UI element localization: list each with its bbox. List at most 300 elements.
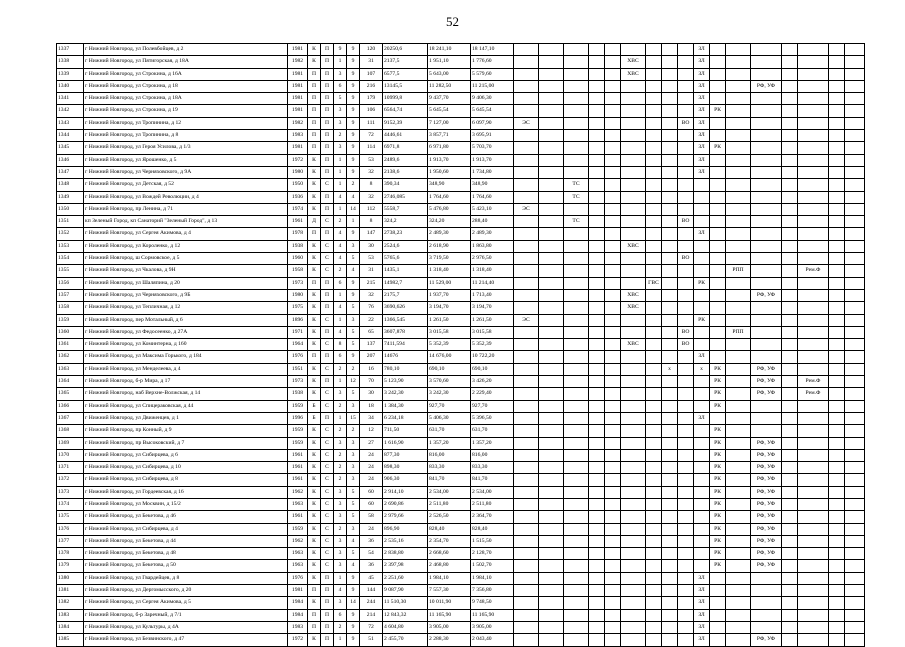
table-row <box>57 68 865 80</box>
table-cell: 3 <box>334 498 347 510</box>
table-cell <box>829 548 845 560</box>
table-cell: ЗЛ <box>694 597 710 609</box>
table-cell <box>845 462 865 474</box>
table-cell <box>782 142 798 154</box>
table-cell <box>662 142 678 154</box>
table-cell <box>514 425 539 437</box>
table-cell <box>678 93 694 105</box>
table-cell <box>621 511 646 523</box>
table-cell: ВО <box>678 117 694 129</box>
table-cell: 2738,23 <box>383 228 428 240</box>
table-cell <box>662 351 678 363</box>
table-cell <box>514 621 539 633</box>
table-cell <box>710 351 726 363</box>
table-cell <box>605 314 621 326</box>
address-cell: г Нижний Новгород, ул Шаляпина, д 20 <box>84 277 288 289</box>
table-cell <box>514 105 539 117</box>
table-cell: 2 534,00 <box>428 486 471 498</box>
table-cell <box>798 203 829 215</box>
table-row <box>57 179 865 191</box>
table-cell: 1 357,20 <box>471 437 514 449</box>
address-cell: г Нижний Новгород, ул Строкина, д 18А <box>84 93 288 105</box>
table-cell: 9 <box>347 289 360 301</box>
table-row <box>57 425 865 437</box>
table-cell: 1980 <box>288 166 308 178</box>
table-cell: 1950 <box>288 179 308 191</box>
row-number-cell: 1361 <box>57 339 84 351</box>
table-cell: 1896 <box>288 314 308 326</box>
table-cell <box>564 597 589 609</box>
table-cell <box>829 277 845 289</box>
address-cell: г Нижний Новгород, ул Спицераковская, д 44 <box>84 400 288 412</box>
table-cell: К <box>308 240 321 252</box>
table-cell: 833,30 <box>428 462 471 474</box>
table-cell <box>539 474 564 486</box>
address-cell: г Нижний Новгород, ул Строкина, д 19 <box>84 105 288 117</box>
table-cell <box>605 498 621 510</box>
table-cell <box>539 166 564 178</box>
table-cell: П <box>321 326 334 338</box>
table-cell: 1 318,40 <box>471 265 514 277</box>
table-cell <box>710 93 726 105</box>
table-cell: 24 <box>360 523 383 535</box>
row-number-cell: 1345 <box>57 142 84 154</box>
table-cell: К <box>308 437 321 449</box>
table-cell <box>726 585 751 597</box>
table-cell: ЗЛ <box>694 154 710 166</box>
table-cell: К <box>308 191 321 203</box>
table-cell: П <box>321 634 334 646</box>
table-cell: РК <box>710 548 726 560</box>
table-row <box>57 449 865 461</box>
table-cell <box>694 216 710 228</box>
table-cell <box>621 462 646 474</box>
table-cell <box>514 154 539 166</box>
table-cell <box>564 68 589 80</box>
table-cell <box>829 68 845 80</box>
table-cell <box>646 203 662 215</box>
table-cell <box>845 585 865 597</box>
table-cell <box>782 326 798 338</box>
table-cell <box>564 351 589 363</box>
table-cell <box>539 609 564 621</box>
table-cell <box>646 376 662 388</box>
table-cell: 2 354,70 <box>428 535 471 547</box>
row-number-cell: 1363 <box>57 363 84 375</box>
address-cell: г Нижний Новгород, ул Ярошенко, д 5 <box>84 154 288 166</box>
table-cell <box>646 228 662 240</box>
table-cell <box>751 142 782 154</box>
table-cell <box>845 265 865 277</box>
address-cell: г Нижний Новгород, ул Сергея Акимова, д 4 <box>84 228 288 240</box>
table-cell: ЗЛ <box>694 44 710 56</box>
table-cell: 2 535,16 <box>383 535 428 547</box>
table-cell <box>589 240 605 252</box>
table-cell <box>782 449 798 461</box>
table-cell: 4 <box>347 191 360 203</box>
table-cell: 2 <box>334 130 347 142</box>
table-cell <box>646 191 662 203</box>
table-cell: 7 356,80 <box>471 585 514 597</box>
table-cell: 2 <box>334 363 347 375</box>
table-cell <box>678 166 694 178</box>
table-cell <box>589 203 605 215</box>
table-cell: 106 <box>360 105 383 117</box>
table-cell: П <box>321 142 334 154</box>
table-cell: 3 857,71 <box>428 130 471 142</box>
table-cell <box>621 314 646 326</box>
table-cell: К <box>308 289 321 301</box>
table-cell <box>782 560 798 572</box>
table-cell <box>710 68 726 80</box>
table-cell <box>710 314 726 326</box>
table-cell: 15 <box>347 412 360 424</box>
table-row <box>57 511 865 523</box>
table-cell <box>646 240 662 252</box>
table-cell <box>694 302 710 314</box>
table-cell: 11 165,90 <box>471 609 514 621</box>
address-cell: г Нижний Новгород, ул Тропинина, д 12 <box>84 117 288 129</box>
table-cell <box>678 523 694 535</box>
table-cell: 1981 <box>288 585 308 597</box>
table-cell <box>726 44 751 56</box>
table-cell: 6 971,80 <box>428 142 471 154</box>
table-cell <box>726 130 751 142</box>
table-cell: 1951 <box>288 363 308 375</box>
table-cell <box>514 56 539 68</box>
table-cell: ХВС <box>621 56 646 68</box>
table-cell: 1961 <box>288 474 308 486</box>
table-cell <box>621 117 646 129</box>
table-cell: 5 406,30 <box>428 412 471 424</box>
table-cell <box>782 191 798 203</box>
table-cell: ТС <box>564 216 589 228</box>
table-cell: 3 <box>334 437 347 449</box>
table-cell <box>678 400 694 412</box>
table-cell <box>539 68 564 80</box>
table-row <box>57 523 865 535</box>
table-cell <box>726 216 751 228</box>
row-number-cell: 1350 <box>57 203 84 215</box>
table-cell <box>751 326 782 338</box>
table-cell: 1958 <box>288 265 308 277</box>
table-cell: 1 <box>334 314 347 326</box>
table-cell <box>782 80 798 92</box>
table-cell <box>662 548 678 560</box>
table-cell <box>751 105 782 117</box>
table-cell <box>514 486 539 498</box>
address-cell: г Нижний Новгород, ул Гвардейцев, д 8 <box>84 572 288 584</box>
row-number-cell: 1338 <box>57 56 84 68</box>
table-cell <box>621 535 646 547</box>
table-cell <box>514 523 539 535</box>
table-cell <box>662 462 678 474</box>
table-cell: П <box>321 277 334 289</box>
table-cell: К <box>308 511 321 523</box>
table-cell: 3 194,70 <box>428 302 471 314</box>
table-cell <box>782 462 798 474</box>
table-cell: 1963 <box>288 548 308 560</box>
table-cell: 1962 <box>288 486 308 498</box>
table-cell <box>605 425 621 437</box>
table-cell <box>589 535 605 547</box>
table-cell: 32 <box>360 289 383 301</box>
table-cell: К <box>308 314 321 326</box>
table-cell <box>514 376 539 388</box>
table-cell: С <box>321 437 334 449</box>
table-cell <box>751 609 782 621</box>
table-cell <box>589 142 605 154</box>
table-cell <box>710 609 726 621</box>
table-cell <box>798 609 829 621</box>
table-cell <box>798 302 829 314</box>
table-cell: 2 979,66 <box>383 511 428 523</box>
table-cell: 1 913,70 <box>428 154 471 166</box>
table-cell: 2489,6 <box>383 154 428 166</box>
table-cell: 14 <box>347 597 360 609</box>
table-cell: 1 984,10 <box>428 572 471 584</box>
table-cell <box>646 216 662 228</box>
table-cell: 3 <box>347 400 360 412</box>
table-cell: 2 489,30 <box>471 228 514 240</box>
table-cell <box>605 400 621 412</box>
table-cell: 6 <box>334 351 347 363</box>
table-cell <box>845 486 865 498</box>
table-cell <box>662 228 678 240</box>
table-cell <box>514 166 539 178</box>
table-cell <box>539 240 564 252</box>
table-cell <box>798 400 829 412</box>
table-cell <box>564 474 589 486</box>
table-cell <box>829 93 845 105</box>
table-cell <box>845 597 865 609</box>
table-cell <box>589 523 605 535</box>
table-cell: С <box>321 523 334 535</box>
address-cell: г Нижний Новгород, ул Полевбойцев, д 2 <box>84 44 288 56</box>
table-cell <box>621 572 646 584</box>
table-cell: 60 <box>360 498 383 510</box>
table-cell: 4 <box>334 326 347 338</box>
table-cell: 3 <box>334 597 347 609</box>
table-cell: 1973 <box>288 277 308 289</box>
table-row <box>57 351 865 363</box>
row-number-cell: 1379 <box>57 560 84 572</box>
table-cell <box>829 511 845 523</box>
table-cell: 3 <box>347 474 360 486</box>
table-cell <box>646 314 662 326</box>
row-number-cell: 1342 <box>57 105 84 117</box>
table-cell: 1976 <box>288 572 308 584</box>
table-cell <box>539 93 564 105</box>
table-cell: 9 <box>347 117 360 129</box>
table-cell <box>621 80 646 92</box>
table-cell: 14 <box>347 203 360 215</box>
table-cell <box>782 68 798 80</box>
table-cell <box>710 277 726 289</box>
table-cell: 1964 <box>288 339 308 351</box>
table-cell: 2 397,98 <box>383 560 428 572</box>
table-cell <box>678 621 694 633</box>
table-cell <box>798 191 829 203</box>
table-cell <box>782 425 798 437</box>
table-cell <box>646 326 662 338</box>
table-cell <box>710 80 726 92</box>
table-cell <box>829 142 845 154</box>
table-cell: 1983 <box>288 130 308 142</box>
table-cell <box>751 351 782 363</box>
table-cell <box>829 166 845 178</box>
table-cell <box>621 203 646 215</box>
table-cell: ЗЛ <box>694 130 710 142</box>
table-cell <box>845 277 865 289</box>
table-cell: К <box>308 425 321 437</box>
table-cell: ХВС <box>621 68 646 80</box>
table-cell: 9 <box>347 68 360 80</box>
table-cell: ЗЛ <box>694 56 710 68</box>
table-cell: 1978 <box>288 228 308 240</box>
table-cell: Б <box>308 412 321 424</box>
table-cell <box>678 474 694 486</box>
table-cell <box>751 425 782 437</box>
table-cell: 1 <box>334 376 347 388</box>
table-cell <box>589 44 605 56</box>
table-cell <box>782 314 798 326</box>
table-cell <box>539 412 564 424</box>
table-cell: 9 <box>347 585 360 597</box>
table-cell <box>621 498 646 510</box>
table-cell <box>514 400 539 412</box>
table-cell <box>605 240 621 252</box>
table-cell <box>605 179 621 191</box>
table-cell <box>845 240 865 252</box>
table-cell <box>539 597 564 609</box>
table-cell <box>726 621 751 633</box>
row-number-cell: 1374 <box>57 498 84 510</box>
table-cell <box>589 339 605 351</box>
table-cell <box>798 462 829 474</box>
table-row <box>57 253 865 265</box>
table-cell <box>798 228 829 240</box>
table-cell <box>605 56 621 68</box>
table-cell: 2 534,00 <box>471 486 514 498</box>
table-cell: ЗЛ <box>694 142 710 154</box>
table-cell: П <box>308 585 321 597</box>
table-cell <box>845 228 865 240</box>
table-cell <box>514 216 539 228</box>
table-row <box>57 597 865 609</box>
table-cell: 5 <box>347 339 360 351</box>
table-cell: 1959 <box>288 523 308 535</box>
row-number-cell: 1362 <box>57 351 84 363</box>
table-cell <box>514 80 539 92</box>
table-cell <box>751 117 782 129</box>
table-cell: 9 <box>347 130 360 142</box>
table-cell: 8 <box>360 179 383 191</box>
table-cell <box>621 449 646 461</box>
table-cell: РК <box>710 449 726 461</box>
table-cell: 1974 <box>288 203 308 215</box>
address-cell: г Нижний Новгород, ул Федосеенко, д 27А <box>84 326 288 338</box>
table-cell: 2 <box>347 179 360 191</box>
table-cell: ЗЛ <box>694 228 710 240</box>
row-number-cell: 1371 <box>57 462 84 474</box>
table-cell: 841,70 <box>471 474 514 486</box>
table-cell <box>646 462 662 474</box>
table-cell: 877,30 <box>383 449 428 461</box>
table-cell: 2 <box>334 462 347 474</box>
table-cell <box>564 166 589 178</box>
table-cell: К <box>308 203 321 215</box>
address-cell: г Нижний Новгород, ул Героя Усилова, д 1/3 <box>84 142 288 154</box>
table-cell: 1959 <box>288 425 308 437</box>
table-cell <box>726 289 751 301</box>
table-cell: РК <box>710 535 726 547</box>
table-cell: РФ, УФ <box>751 548 782 560</box>
table-cell <box>845 388 865 400</box>
table-cell: 5 <box>347 498 360 510</box>
address-cell: г Нижний Новгород, ул Короленко, д 12 <box>84 240 288 252</box>
table-cell <box>539 400 564 412</box>
table-row <box>57 572 865 584</box>
table-cell <box>678 498 694 510</box>
row-number-cell: 1347 <box>57 166 84 178</box>
table-cell <box>845 523 865 535</box>
table-cell <box>845 511 865 523</box>
table-cell: х <box>662 363 678 375</box>
table-cell <box>845 253 865 265</box>
table-cell: 1984 <box>288 609 308 621</box>
table-cell: 1 <box>334 634 347 646</box>
address-cell: г Нижний Новгород, ул Максима Горького, д 184 <box>84 351 288 363</box>
table-cell <box>829 486 845 498</box>
table-cell: 1938 <box>288 240 308 252</box>
table-cell: 3 242,30 <box>428 388 471 400</box>
table-cell <box>829 376 845 388</box>
table-cell: 70 <box>360 376 383 388</box>
table-cell <box>726 388 751 400</box>
table-cell <box>751 56 782 68</box>
table-row <box>57 142 865 154</box>
table-cell: 2 <box>334 216 347 228</box>
table-cell: П <box>321 166 334 178</box>
table-cell <box>539 449 564 461</box>
table-cell <box>662 277 678 289</box>
table-cell: 1 776,60 <box>471 56 514 68</box>
table-cell: 2 <box>334 400 347 412</box>
row-number-cell: 1380 <box>57 572 84 584</box>
table-cell <box>605 388 621 400</box>
table-cell <box>694 437 710 449</box>
table-cell <box>605 253 621 265</box>
table-cell: С <box>321 363 334 375</box>
table-cell: П <box>321 56 334 68</box>
table-cell: 207 <box>360 351 383 363</box>
table-row <box>57 376 865 388</box>
address-cell: г Нижний Новгород, ул Сибирцева, д 6 <box>84 449 288 461</box>
table-cell: 4 <box>334 253 347 265</box>
table-cell: РК <box>710 105 726 117</box>
table-cell <box>662 412 678 424</box>
table-cell: П <box>308 228 321 240</box>
table-cell <box>539 154 564 166</box>
table-cell: 3607,878 <box>383 326 428 338</box>
table-cell <box>589 228 605 240</box>
table-cell <box>564 412 589 424</box>
table-row <box>57 117 865 129</box>
address-cell: г Нижний Новгород, ул Вождей Революции, д 4 <box>84 191 288 203</box>
table-cell <box>646 523 662 535</box>
table-cell: 3 <box>334 535 347 547</box>
